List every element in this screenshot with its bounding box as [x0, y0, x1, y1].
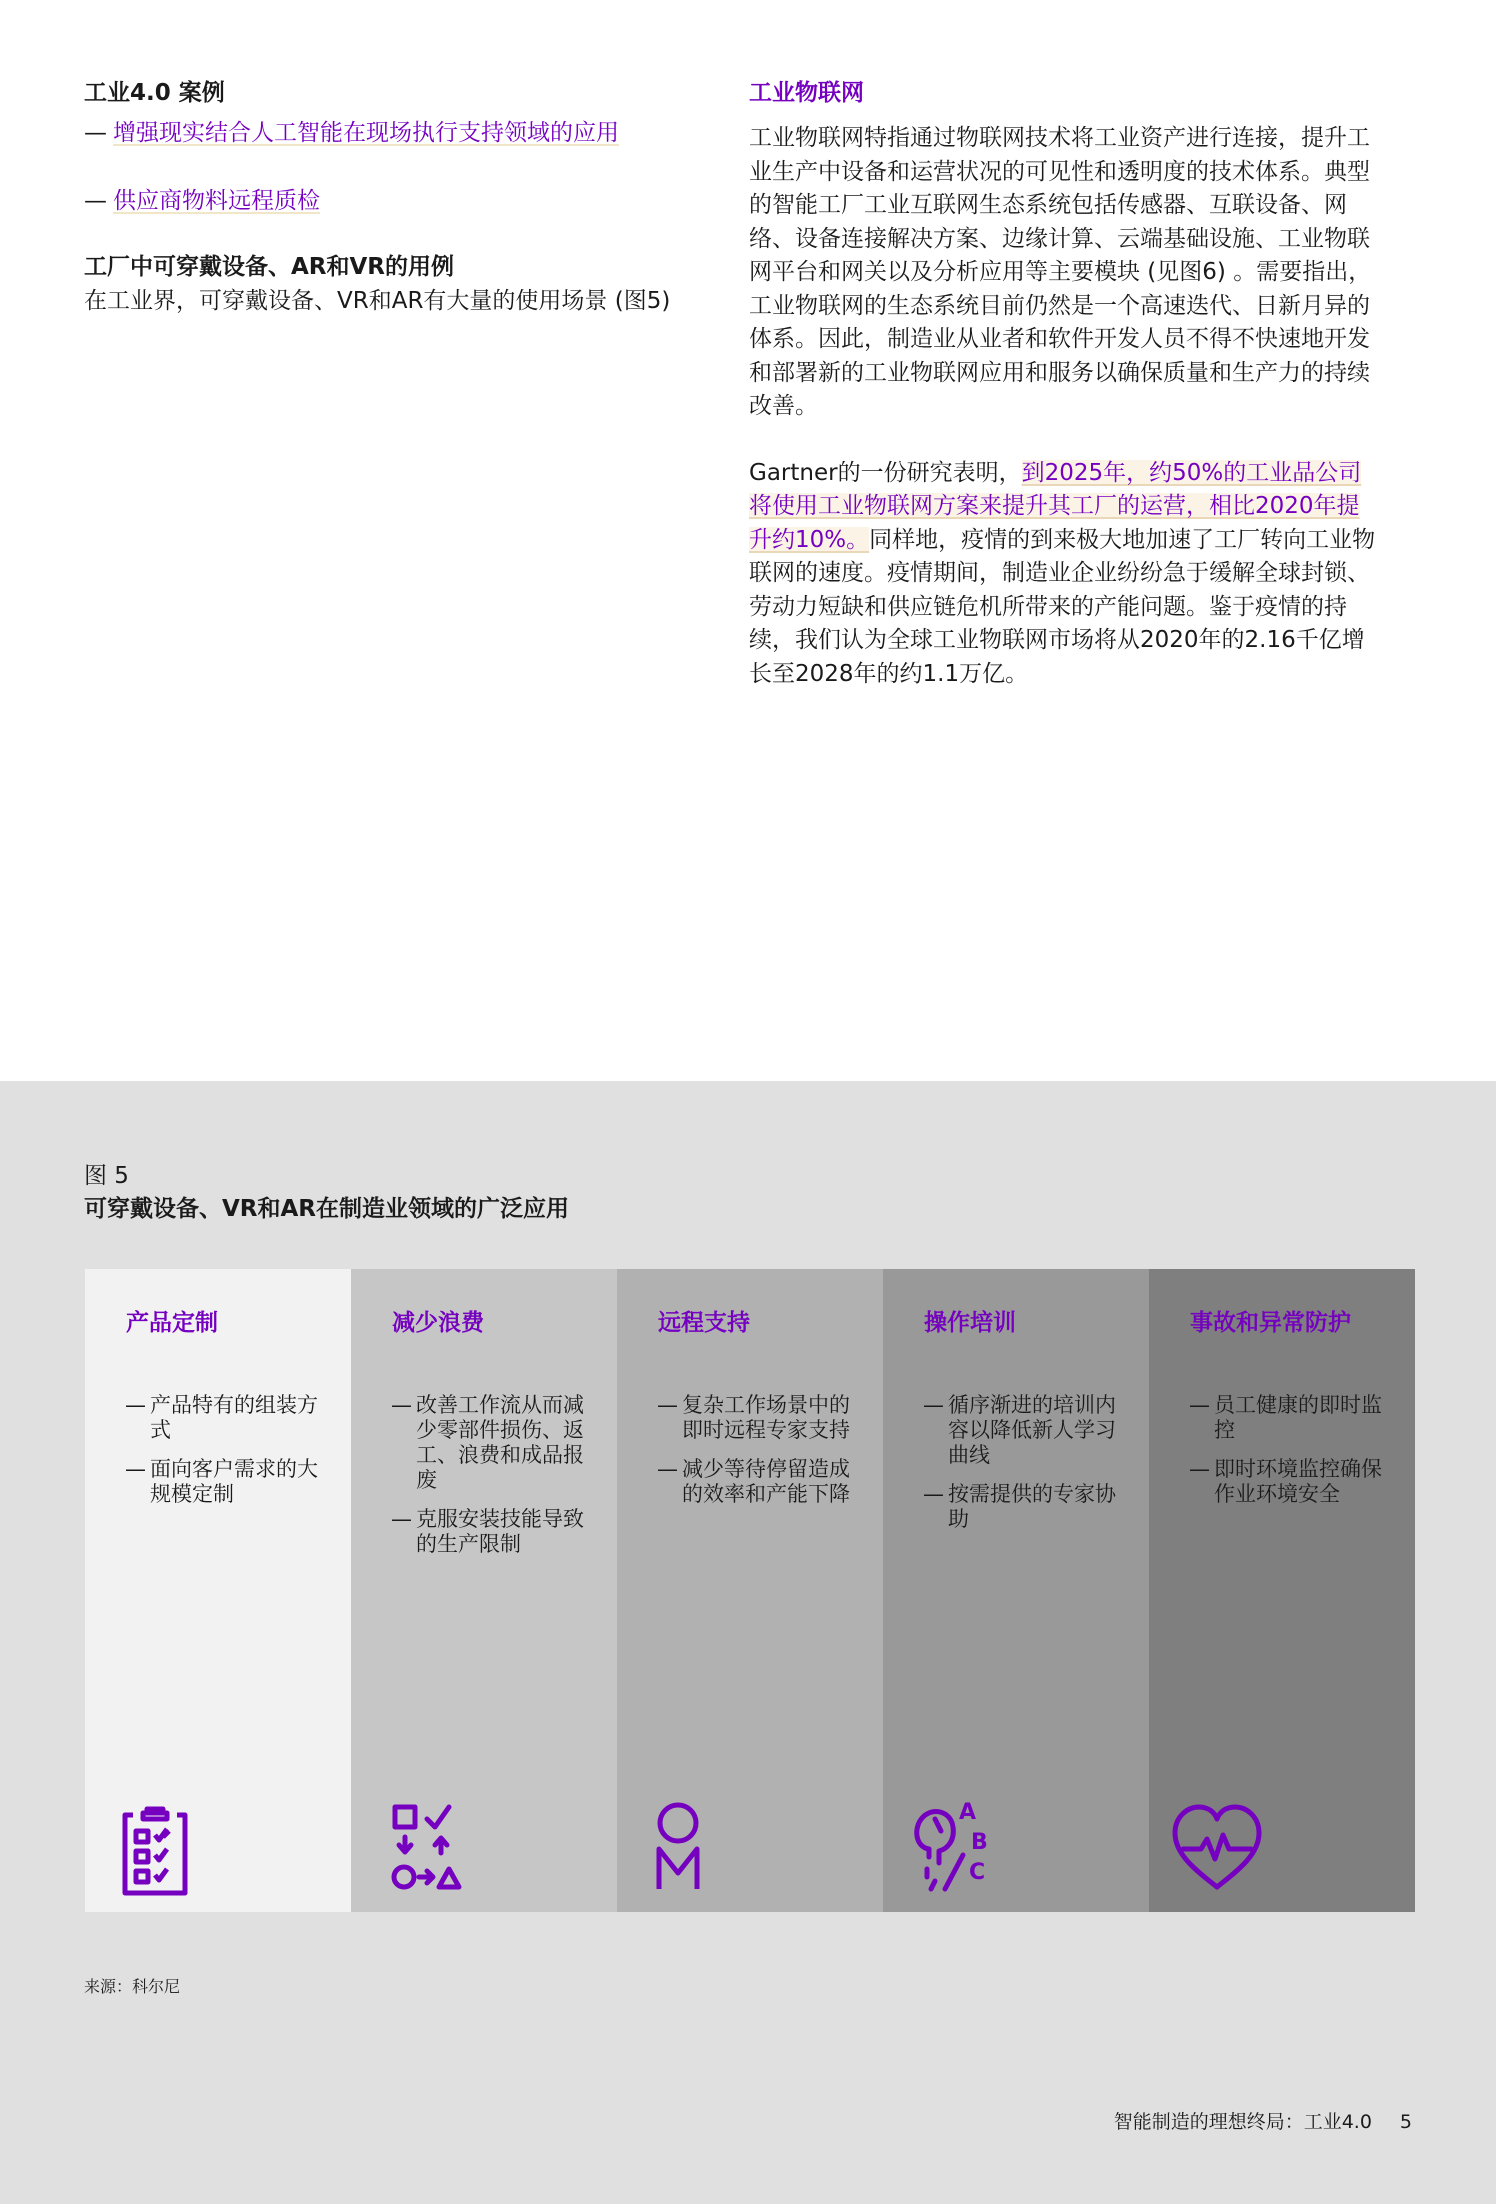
panel-bullets	[1189, 1393, 1389, 1521]
iiot-title: 工业物联网	[749, 80, 864, 106]
page-number: 5	[1399, 2111, 1412, 2133]
footer-title: 智能制造的理想终局：工业4.0	[1113, 2111, 1372, 2133]
left-column	[84, 76, 724, 318]
bullet-item: — 即时环境监控确保作业环境安全	[1189, 1457, 1389, 1507]
bullet-item: — 员工健康的即时监控	[1189, 1393, 1389, 1443]
panel-title: 产品定制	[126, 1310, 218, 1336]
panel-waste-reduction	[351, 1269, 617, 1912]
svg-text:A: A	[959, 1800, 977, 1825]
panel-title: 减少浪费	[392, 1310, 484, 1336]
figure-panels	[85, 1269, 1415, 1912]
gartner-link[interactable]: 到2025年，约50%的工业品公司将使用工业物联网方案来提升其工厂的运营，相比2020年提升约10%。	[749, 459, 1362, 553]
bullet-item: — 循序渐进的培训内容以降低新人学习曲线	[923, 1393, 1123, 1468]
para2-prefix: Gartner的一份研究表明，	[749, 459, 1022, 486]
figure-number: 图 5	[84, 1163, 129, 1189]
panel-remote-support	[617, 1269, 883, 1912]
panel-bullets	[923, 1393, 1123, 1546]
dash: —	[84, 120, 107, 146]
bullet-item: — 面向客户需求的大规模定制	[125, 1457, 325, 1507]
bullet-item: — 复杂工作场景中的即时远程专家支持	[657, 1393, 857, 1443]
bullet-item: — 克服安装技能导致的生产限制	[391, 1507, 591, 1557]
panel-bullets	[657, 1393, 857, 1521]
checklist-icon	[103, 1797, 203, 1897]
panel-product-customization	[85, 1269, 351, 1912]
para2-suffix: 同样地，疫情的到来极大地加速了工厂转向工业物联网的速度。疫情期间，制造业企业纷纷急于缓解全球封锁、劳动力短缺和供应链危机所带来的产能问题。鉴于疫情的持续，我们认为全球工业物联网市场将从2020年的2.16千亿增长至2028年的约1.1万亿。	[749, 526, 1376, 687]
bullet-item: — 产品特有的组装方式	[125, 1393, 325, 1443]
panel-accident-prevention	[1149, 1269, 1415, 1912]
dash: —	[84, 188, 107, 214]
bullet-item: — 改善工作流从而减少零部件损伤、返工、浪费和成品报废	[391, 1393, 591, 1493]
iiot-paragraph-1: 工业物联网特指通过物联网技术将工业资产进行连接，提升工业生产中设备和运营状况的可见性和透明度的技术体系。典型的智能工厂工业互联网生态系统包括传感器、互联设备、网络、设备连接解决方案、边缘计算、云端基础设施、工业物联网平台和网关以及分析应用等主要模块 (见图6) 。需要指出，工业物联网的生态系统目前仍然是一个高速迭代、日新月异的体系。因此，制造业从业者和软件开发人员不得不快速地开发和部署新的工业物联网应用和服务以确保质量和生产力的持续改善。	[749, 125, 1372, 419]
person-icon	[635, 1797, 735, 1897]
case-link-ar-ai[interactable]: 增强现实结合人工智能在现场执行支持领域的应用	[113, 120, 619, 146]
case-heading: 工业4.0 案例	[84, 80, 225, 106]
panel-bullets	[125, 1393, 325, 1521]
right-column	[749, 76, 1379, 691]
figure-source: 来源：科尔尼	[84, 1977, 181, 1996]
process-flow-icon	[369, 1797, 469, 1897]
figure-title: 可穿戴设备、VR和AR在制造业领域的广泛应用	[84, 1196, 570, 1222]
bullet-item: — 按需提供的专家协助	[923, 1482, 1123, 1532]
case-link-remote-qc[interactable]: 供应商物料远程质检	[113, 188, 320, 214]
iiot-paragraph-2	[749, 457, 1379, 692]
svg-text:C: C	[969, 1860, 986, 1885]
page-footer	[1114, 2107, 1412, 2134]
panel-title: 事故和异常防护	[1190, 1310, 1351, 1336]
heart-pulse-icon	[1167, 1797, 1267, 1897]
wearables-heading: 工厂中可穿戴设备、AR和VR的用例	[84, 254, 455, 280]
learning-abc-icon	[901, 1797, 1001, 1897]
wearables-body: 在工业界，可穿戴设备、VR和AR有大量的使用场景 (图5)	[84, 288, 671, 314]
bullet-item: — 减少等待停留造成的效率和产能下降	[657, 1457, 857, 1507]
panel-bullets	[391, 1393, 591, 1571]
svg-text:B: B	[971, 1830, 988, 1855]
panel-title: 远程支持	[658, 1310, 750, 1336]
panel-title: 操作培训	[924, 1310, 1016, 1336]
case-link-line-1	[84, 116, 724, 150]
case-link-line-2	[84, 184, 724, 218]
panel-operation-training	[883, 1269, 1149, 1912]
